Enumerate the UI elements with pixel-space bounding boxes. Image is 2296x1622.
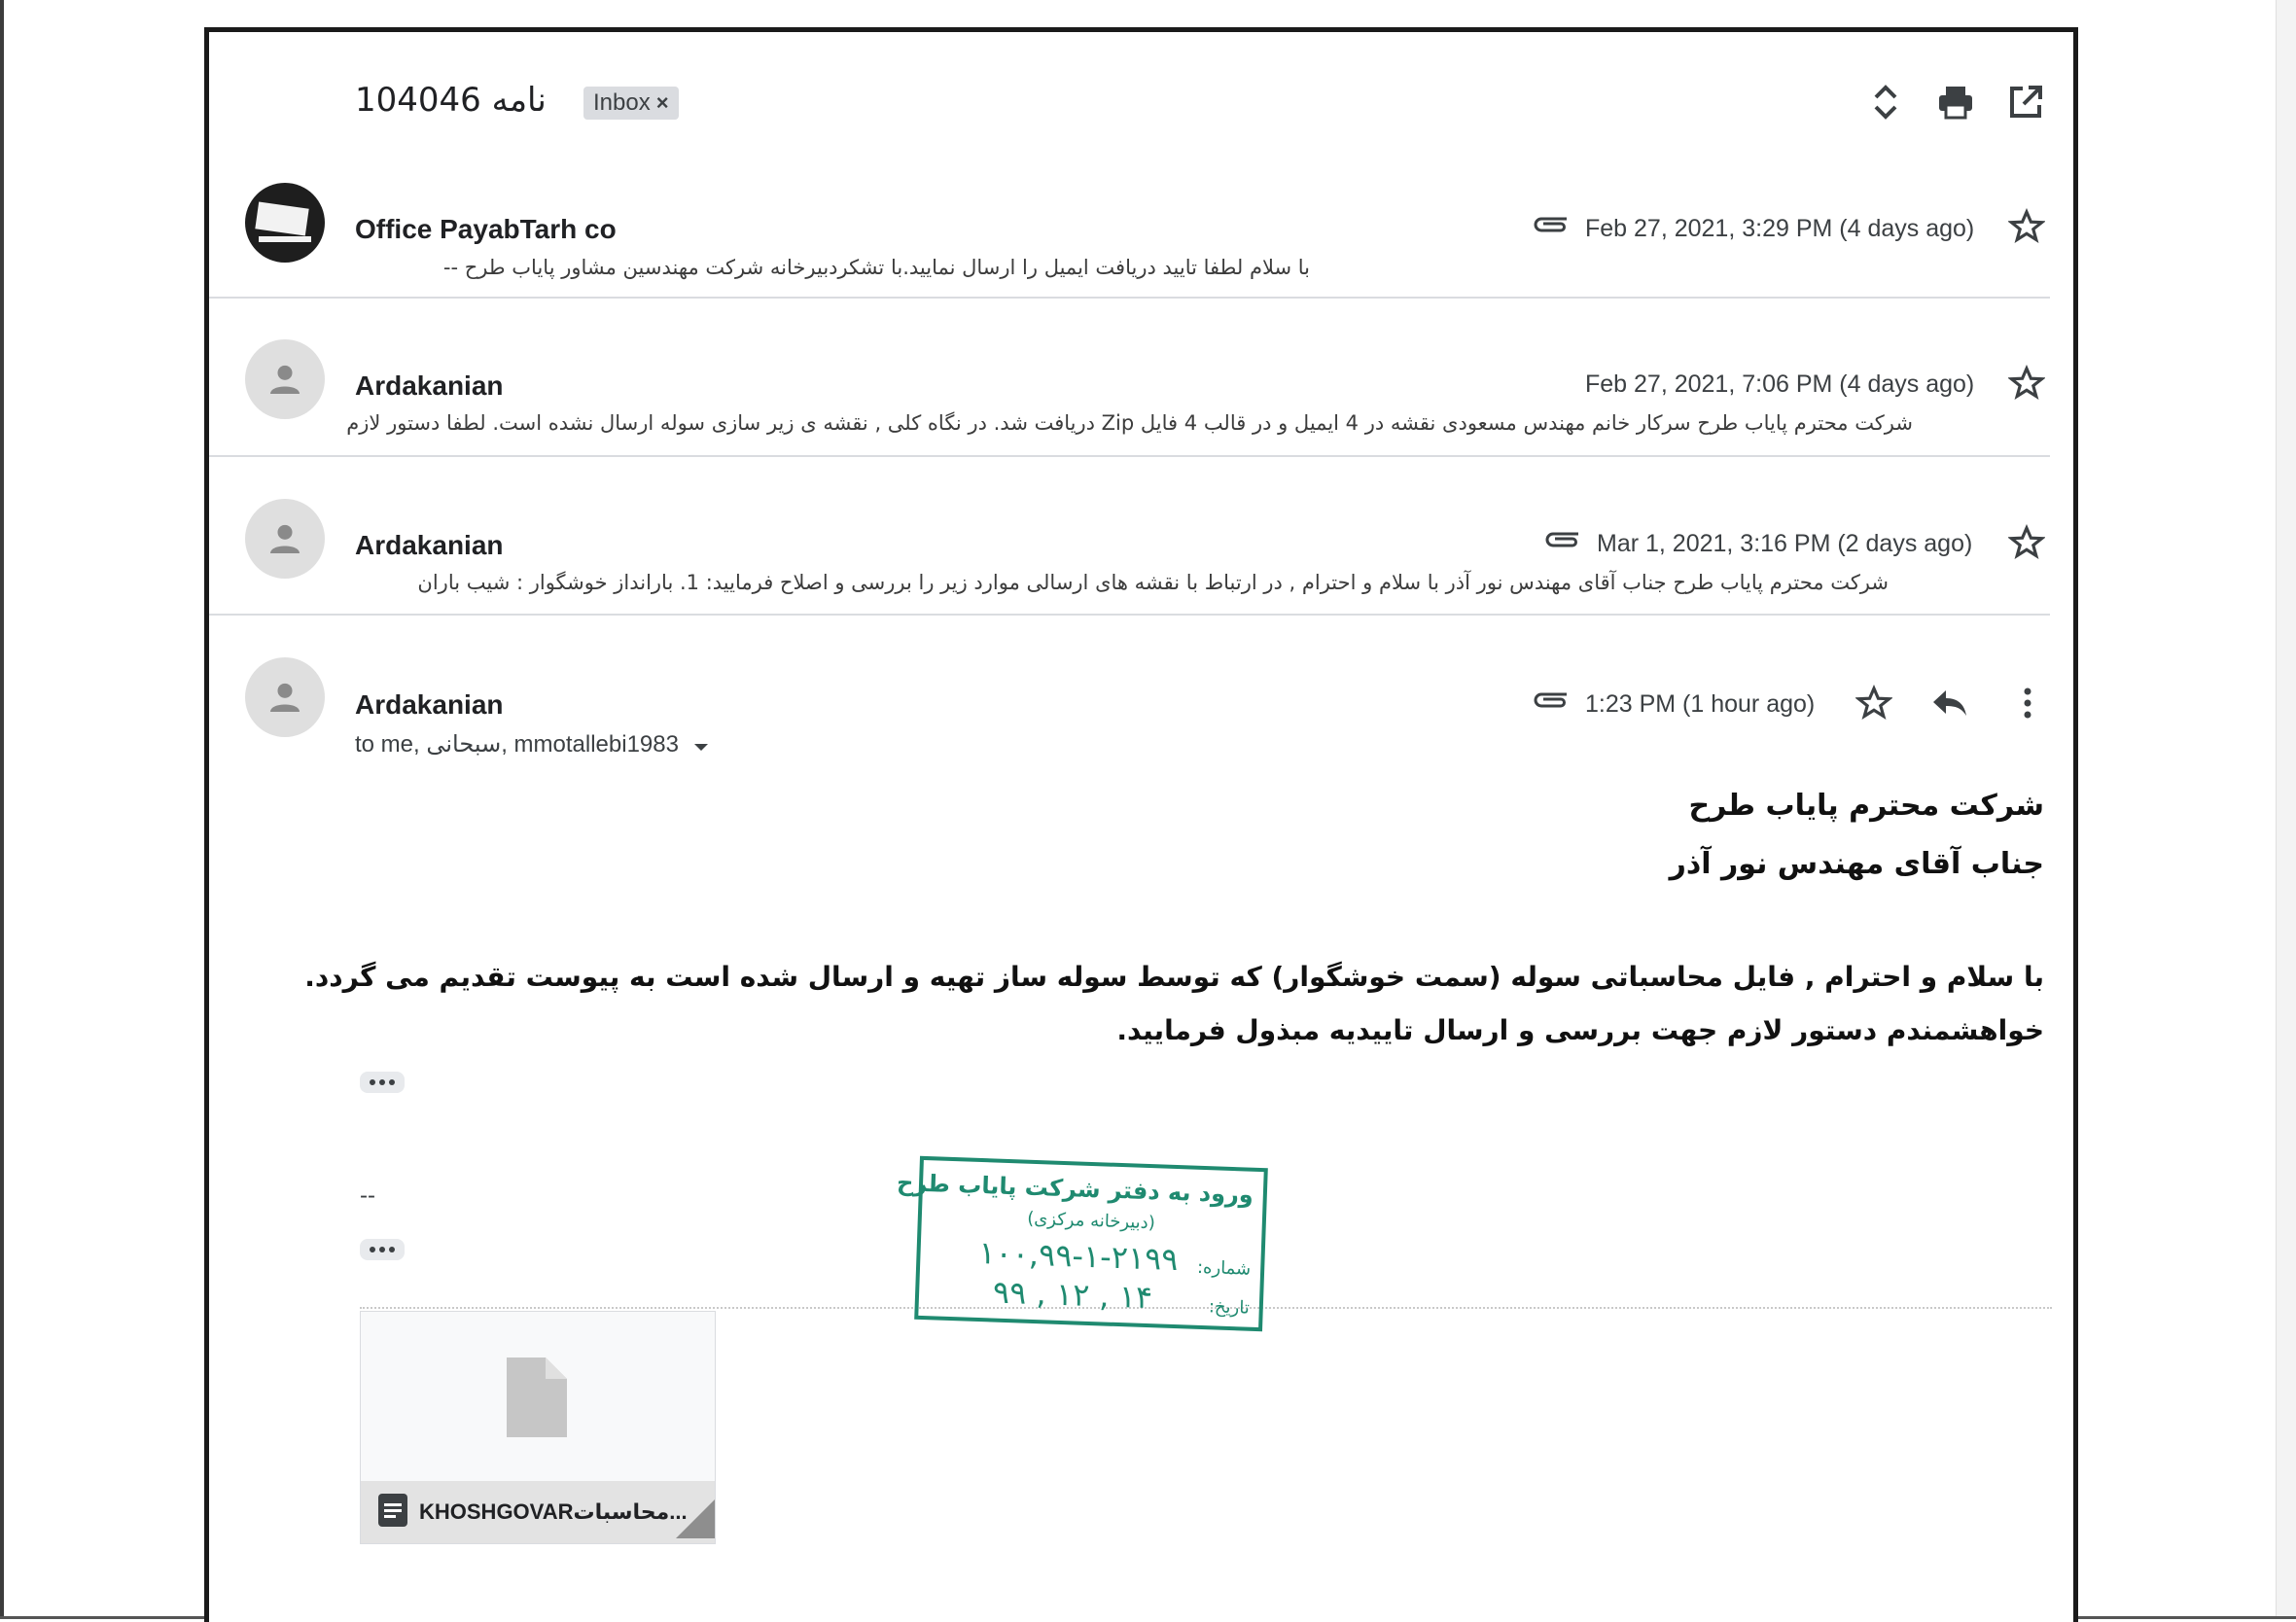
- sender-avatar: [245, 499, 325, 579]
- star-icon[interactable]: [2005, 205, 2048, 248]
- email-thread-frame: [204, 27, 2078, 1622]
- scan-edge-right: [2276, 0, 2296, 1619]
- message-sender[interactable]: Ardakanian: [355, 370, 504, 401]
- open-message-date: 1:23 PM (1 hour ago): [1585, 690, 1816, 718]
- attachment-icon: [1543, 528, 1582, 554]
- star-icon[interactable]: [2005, 362, 2048, 405]
- star-icon[interactable]: [2005, 521, 2048, 564]
- recipients-line[interactable]: [355, 730, 709, 759]
- office-entry-stamp: [896, 1156, 1268, 1331]
- attachment-filename: KHOSHGOVARمحاسبات...: [419, 1499, 688, 1524]
- stamp-subtitle: (دبیرخانه مرکزی): [1026, 1208, 1156, 1234]
- body-greeting-line2: جناب آقای مهندس نور آذر: [1669, 847, 2044, 881]
- stamp-number-label: شماره:: [1196, 1256, 1252, 1280]
- star-icon[interactable]: [1853, 682, 1895, 724]
- show-signature-button[interactable]: [360, 1239, 405, 1260]
- message-sender[interactable]: Ardakanian: [355, 530, 504, 560]
- page-curl: [676, 1499, 715, 1543]
- attachment-icon: [1532, 688, 1571, 715]
- unfold-icon[interactable]: [1864, 81, 1907, 123]
- message-snippet: با سلام لطفا تایید دریافت ایمیل را ارسال نمایید.با تشکردبیرخانه شرکت مهندسین مشاور پایاب طرح --: [442, 256, 1310, 279]
- dropdown-arrow-icon[interactable]: [693, 732, 709, 759]
- sender-avatar: [245, 339, 325, 419]
- reply-icon[interactable]: [1928, 682, 1971, 724]
- attachment-footer: [361, 1481, 715, 1543]
- message-date: Feb 27, 2021, 7:06 PM (4 days ago): [1585, 370, 1975, 398]
- body-greeting-line1: شرکت محترم پایاب طرح: [1688, 789, 2044, 823]
- show-trimmed-content-button[interactable]: [360, 1072, 405, 1093]
- inbox-label-chip[interactable]: [583, 87, 679, 120]
- message-date: Feb 27, 2021, 3:29 PM (4 days ago): [1585, 215, 1975, 242]
- message-divider: [209, 297, 2050, 299]
- print-icon[interactable]: [1934, 81, 1977, 123]
- scan-edge-left: [0, 0, 4, 1619]
- message-sender[interactable]: Office PayabTarh co: [355, 214, 617, 244]
- message-divider: [209, 455, 2050, 457]
- label-text: Inbox: [593, 89, 651, 116]
- attachment-icon: [1532, 213, 1571, 239]
- message-snippet: شرکت محترم پایاب طرح سرکار خانم مهندس مسعودی نقشه در 4 ایمیل و در قالب 4 فایل Zip دریافت شد. در نگاه کلی , نقشه ی زیر سازی سوله ارسال نشده است. لطفا دستور لازم: [346, 411, 1913, 435]
- body-paragraph-2: خواهشمندم دستور لازم جهت بررسی و ارسال تاییدیه مبذول فرمایید.: [1116, 1014, 2044, 1046]
- open-in-new-window-icon[interactable]: [2004, 81, 2047, 123]
- file-preview-icon: [505, 1356, 569, 1444]
- thread-subject: نامه 104046: [355, 81, 547, 120]
- message-divider: [209, 614, 2050, 616]
- stamp-title: ورود به دفتر شرکت پایاب طرح: [896, 1168, 1254, 1209]
- attachment-card[interactable]: [360, 1311, 716, 1544]
- stamp-date-label: تاریخ:: [1208, 1296, 1251, 1319]
- stamp-date-value: ۹۹ , ۱۲ , ۱۴: [992, 1273, 1153, 1317]
- message-snippet: شرکت محترم پایاب طرح جناب آقای مهندس نور آذر با سلام و احترام , در ارتباط با نقشه های ارسالی موارد زیر را بررسی و اصلاح فرمایید: 1. بارانداز خوشگوار : شیب باران: [417, 571, 1889, 594]
- more-options-icon[interactable]: [2006, 682, 2049, 724]
- message-date: Mar 1, 2021, 3:16 PM (2 days ago): [1597, 530, 1973, 557]
- document-icon: [378, 1494, 407, 1532]
- recipients: to me, سبحانی, mmotallebi1983: [355, 731, 679, 758]
- sender-avatar: [245, 657, 325, 737]
- body-paragraph-1: با سلام و احترام , فایل محاسباتی سوله (سمت خوشگوار) که توسط سوله ساز تهیه و ارسال شده است به پیوست تقدیم می گردد.: [304, 961, 2044, 993]
- signature-separator: --: [360, 1182, 375, 1209]
- remove-label-icon[interactable]: ×: [655, 90, 669, 115]
- sender-avatar-logo: [245, 183, 325, 263]
- open-message-sender[interactable]: Ardakanian: [355, 689, 504, 720]
- stamp-number-value: ۱۰۰,۹۹-۱-۲۱۹۹: [977, 1233, 1180, 1279]
